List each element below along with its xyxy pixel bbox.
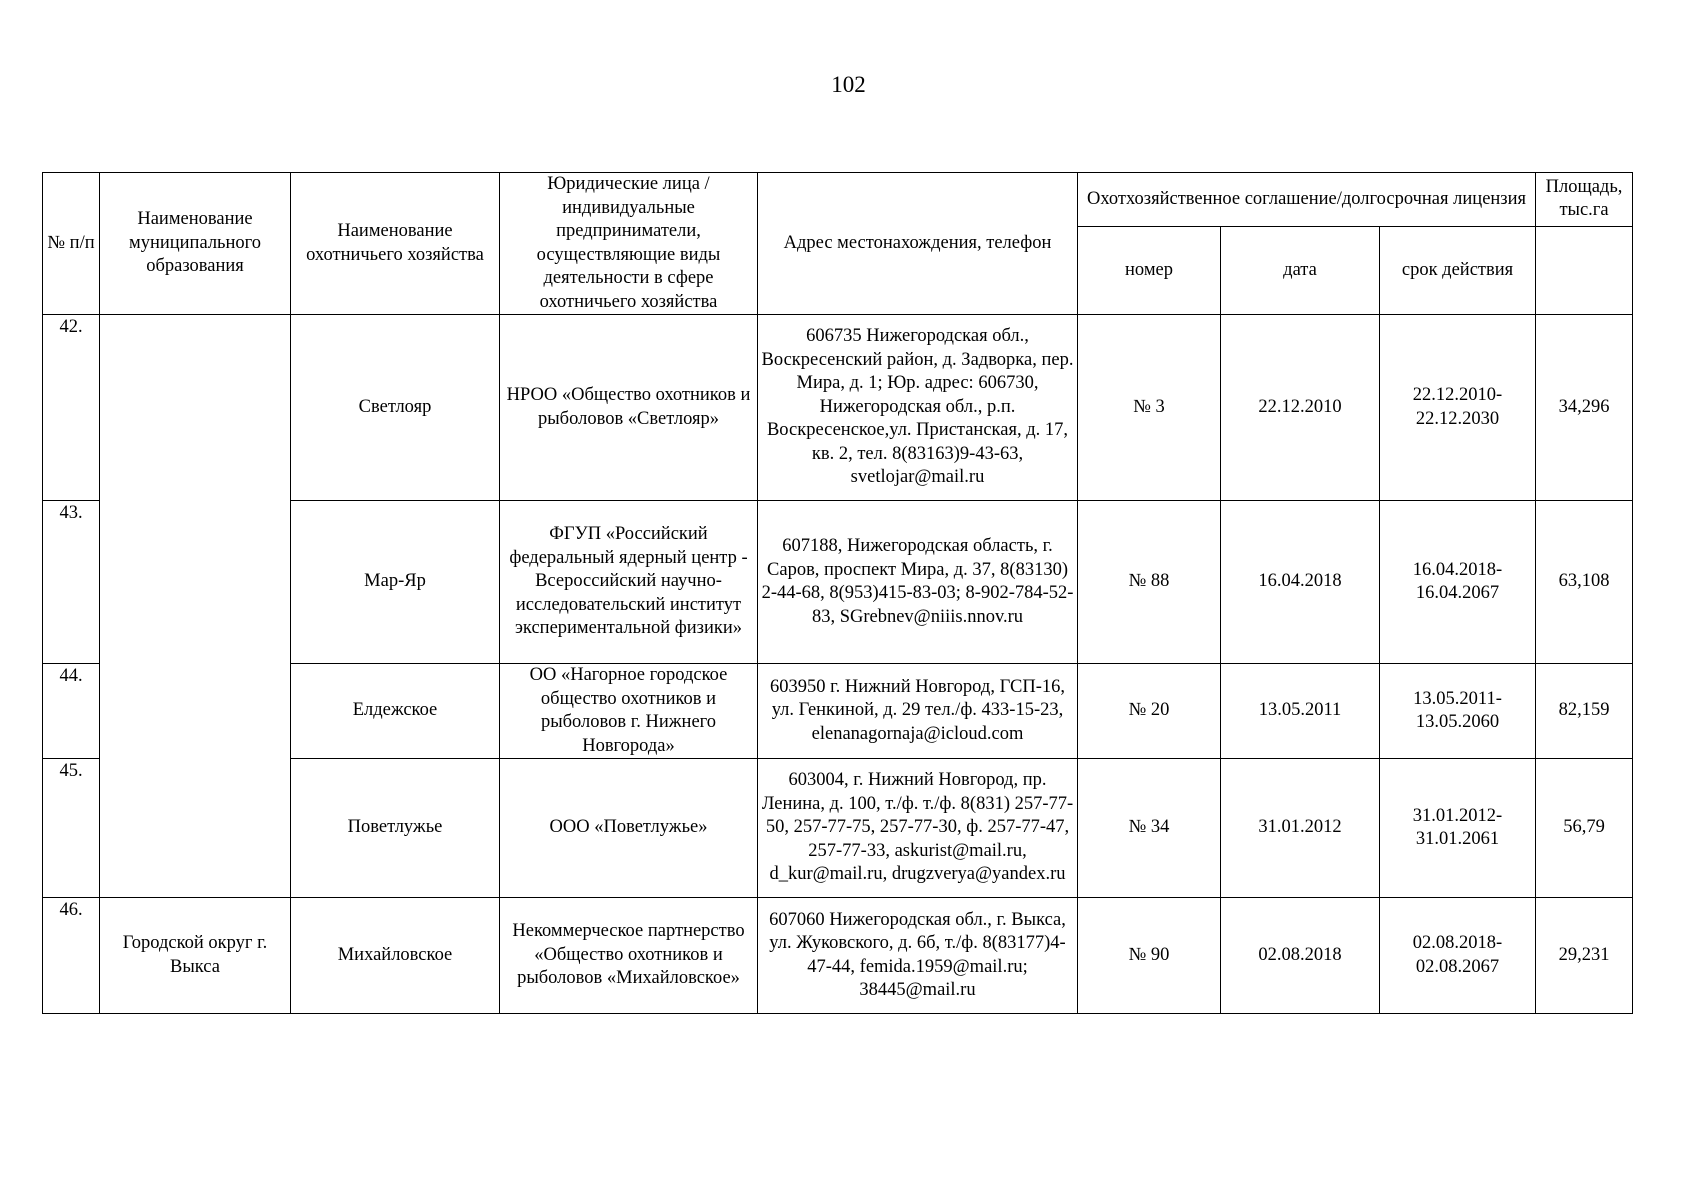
legal-entity: Некоммерческое партнерство «Общество охотников и рыболовов «Михайловское» [500, 898, 758, 1014]
agreement-term: 13.05.2011- 13.05.2060 [1380, 664, 1536, 759]
agreement-term: 16.04.2018- 16.04.2067 [1380, 501, 1536, 664]
agreement-date: 16.04.2018 [1221, 501, 1380, 664]
address: 606735 Нижегородская обл., Воскресенский район, д. Задворка, пер. Мира, д. 1; Юр. адрес: 606730, Нижегородская обл., р.п. Воскресенское,ул. Пристанская, д. 17, кв. 2, тел. 8(83163)9-43-63, svetlojar@mail.ru [758, 315, 1078, 501]
address: 607060 Нижегородская обл., г. Выкса, ул. Жуковского, д. 6б, т./ф. 8(83177)4-47-44, femida.1959@mail.ru; 38445@mail.ru [758, 898, 1078, 1014]
agreement-date: 13.05.2011 [1221, 664, 1380, 759]
agreement-date: 02.08.2018 [1221, 898, 1380, 1014]
hunting-farm-name: Елдежское [291, 664, 500, 759]
hunting-farms-table [42, 172, 1633, 1014]
table-row [43, 315, 1633, 501]
agreement-number: № 3 [1078, 315, 1221, 501]
area: 82,159 [1536, 664, 1633, 759]
header-agreement: Охотхозяйственное соглашение/долгосрочная лицензия [1078, 173, 1536, 227]
agreement-number: № 88 [1078, 501, 1221, 664]
table-row [43, 898, 1633, 1014]
hunting-farm-name: Мар-Яр [291, 501, 500, 664]
row-number: 45. [43, 759, 100, 898]
header-area-blank [1536, 226, 1633, 315]
header-agreement-date: дата [1221, 226, 1380, 315]
legal-entity: НРОО «Общество охотников и рыболовов «Светлояр» [500, 315, 758, 501]
legal-entity: ОО «Нагорное городское общество охотников и рыболовов г. Нижнего Новгорода» [500, 664, 758, 759]
address: 603004, г. Нижний Новгород, пр. Ленина, д. 100, т./ф. т./ф. 8(831) 257-77-50, 257-77-75, 257-77-30, ф. 257-77-47, 257-77-33, askurist@mail.ru, d_kur@mail.ru, drugzverya@yandex.ru [758, 759, 1078, 898]
hunting-farm-name: Светлояр [291, 315, 500, 501]
agreement-date: 22.12.2010 [1221, 315, 1380, 501]
header-agreement-term: срок действия [1380, 226, 1536, 315]
header-hunting-farm: Наименование охотничьего хозяйства [291, 173, 500, 315]
agreement-number: № 34 [1078, 759, 1221, 898]
header-area: Площадь, тыс.га [1536, 173, 1633, 227]
row-number: 44. [43, 664, 100, 759]
address: 603950 г. Нижний Новгород, ГСП-16, ул. Генкиной, д. 29 тел./ф. 433-15-23, elenanagornaja@icloud.com [758, 664, 1078, 759]
area: 34,296 [1536, 315, 1633, 501]
hunting-farm-name: Поветлужье [291, 759, 500, 898]
agreement-term: 02.08.2018- 02.08.2067 [1380, 898, 1536, 1014]
header-municipality: Наименование муниципального образования [100, 173, 291, 315]
header-agreement-number: номер [1078, 226, 1221, 315]
header-address: Адрес местонахождения, телефон [758, 173, 1078, 315]
agreement-number: № 90 [1078, 898, 1221, 1014]
municipality-name: Городской округ г. Выкса [100, 898, 291, 1014]
municipality-cell [100, 315, 291, 898]
legal-entity: ООО «Поветлужье» [500, 759, 758, 898]
area: 63,108 [1536, 501, 1633, 664]
header-num: № п/п [43, 173, 100, 315]
row-number: 43. [43, 501, 100, 664]
agreement-term: 31.01.2012- 31.01.2061 [1380, 759, 1536, 898]
hunting-farm-name: Михайловское [291, 898, 500, 1014]
agreement-term: 22.12.2010- 22.12.2030 [1380, 315, 1536, 501]
address: 607188, Нижегородская область, г. Саров, проспект Мира, д. 37, 8(83130) 2-44-68, 8(953)415-83-03; 8-902-784-52-83, SGrebnev@niiis.nnov.ru [758, 501, 1078, 664]
area: 29,231 [1536, 898, 1633, 1014]
page-number: 102 [831, 72, 866, 97]
agreement-number: № 20 [1078, 664, 1221, 759]
header-legal-entities: Юридические лица / индивидуальные предприниматели, осуществляющие виды деятельности в сфере охотничьего хозяйства [500, 173, 758, 315]
legal-entity: ФГУП «Российский федеральный ядерный центр - Всероссийский научно-исследовательский институт экспериментальной физики» [500, 501, 758, 664]
header-row-top [43, 173, 1633, 227]
area: 56,79 [1536, 759, 1633, 898]
agreement-date: 31.01.2012 [1221, 759, 1380, 898]
row-number: 42. [43, 315, 100, 501]
row-number: 46. [43, 898, 100, 1014]
